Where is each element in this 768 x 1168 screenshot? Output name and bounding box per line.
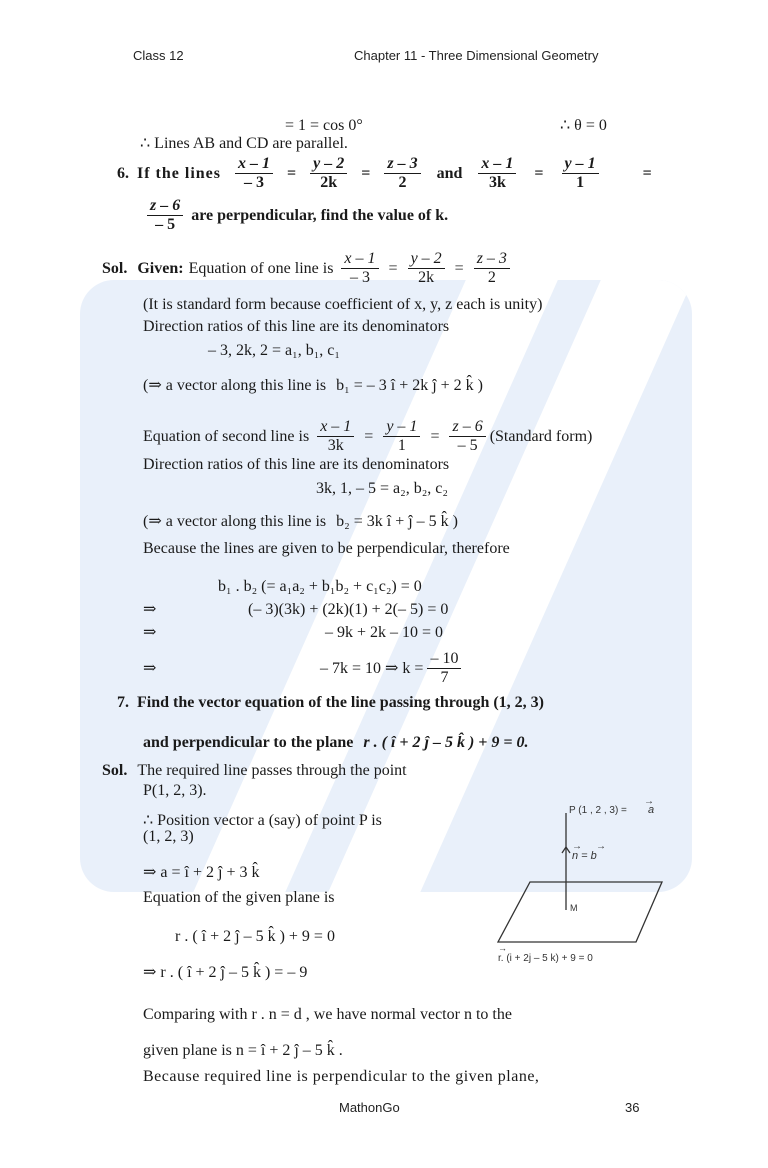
svg-text:a: a bbox=[648, 804, 655, 816]
prev-eq: = 1 = cos 0° bbox=[285, 117, 363, 134]
svg-text:→: → bbox=[498, 943, 507, 953]
implies-arrow: ⇒ bbox=[143, 601, 157, 618]
fraction: $\frac{x - 1}{- 3}$ bbox=[235, 155, 273, 192]
second-line-eq: Equation of second line is $\frac{x - 1}{3k}$ = $\frac{y - 1}{1}$ = $\frac{z - 6}{- 5}$ (Standard form) bbox=[143, 418, 593, 454]
q7-solution-l1: Sol. The required line passes through the point bbox=[102, 762, 407, 779]
svg-text:→: → bbox=[644, 796, 654, 807]
perp-text: Because the lines are given to be perpendicular, therefore bbox=[143, 540, 510, 557]
question-tail: are perpendicular, find the value of k. bbox=[191, 206, 449, 224]
q7-solution-l9: Comparing with r . n = d , we have normal vector n to the bbox=[143, 1006, 512, 1023]
dr-values-1: – 3, 2k, 2 = a₁, b₁, c₁ bbox=[208, 342, 340, 359]
implies-arrow: ⇒ bbox=[143, 624, 157, 641]
q7-solution-l11: Because required line is perpendicular to the given plane, bbox=[143, 1068, 540, 1085]
page-number: 36 bbox=[625, 1100, 640, 1115]
question-7: 7. Find the vector equation of the line passing through (1, 2, 3) bbox=[117, 694, 544, 711]
step-substitute: (– 3)(3k) + (2k)(1) + 2(– 5) = 0 bbox=[248, 601, 449, 618]
dr-values-2: 3k, 1, – 5 = a₂, b₂, c₂ bbox=[316, 480, 448, 497]
point-label: P (1 , 2 , 3) = bbox=[569, 805, 627, 816]
fraction: $\frac{y - 2}{2k}$ bbox=[310, 155, 347, 192]
solution-given: Sol. Given: Equation of one line is $\frac{x - 1}{- 3}$ = $\frac{y - 2}{2k}$ = $\frac{z - 3}{2}$ bbox=[102, 250, 514, 287]
q7-solution-l10: given plane is n = î + 2 ĵ – 5 k̂ . bbox=[143, 1042, 343, 1059]
fraction: $\frac{z - 6}{- 5}$ bbox=[449, 418, 485, 455]
fraction: $\frac{- 10}{7}$ bbox=[427, 650, 461, 687]
step-simplify: – 9k + 2k – 10 = 0 bbox=[325, 624, 444, 641]
q7-solution-l8: ⇒ r . ( î + 2 ĵ – 5 k̂ ) = – 9 bbox=[143, 964, 308, 981]
plane-equation-label: r. (i + 2j – 5 k) + 9 = 0 bbox=[498, 953, 593, 964]
fraction: $\frac{y - 2}{2k}$ bbox=[408, 250, 445, 287]
fraction: $\frac{y - 1}{1}$ bbox=[562, 155, 599, 192]
q7-solution-l4: (1, 2, 3) bbox=[143, 828, 194, 845]
fraction: $\frac{x - 1}{3k}$ bbox=[317, 418, 354, 455]
note: (It is standard form because coefficient of x, y, z each is unity) bbox=[143, 296, 543, 313]
implies-arrow: ⇒ bbox=[143, 660, 157, 677]
and-text: and bbox=[436, 164, 463, 182]
fraction: $\frac{x - 1}{3k}$ bbox=[478, 155, 516, 192]
step-dot-product: b₁ . b₂ (= a₁a₂ + b₁b₂ + c₁c₂) = 0 bbox=[218, 578, 422, 595]
fraction: $\frac{z - 3}{2}$ bbox=[384, 155, 420, 192]
step-result: – 7k = 10 ⇒ k = $\frac{- 10}{7}$ bbox=[320, 650, 465, 687]
class-label: Class 12 bbox=[133, 48, 184, 63]
q7-solution-l3: ∴ Position vector a (say) of point P is bbox=[143, 812, 382, 829]
svg-text:→: → bbox=[572, 841, 582, 852]
question-6: 6. If the lines $\frac{x - 1}{- 3}$ = $\frac{y - 2}{2k}$ = $\frac{z - 3}{2}$ and $\frac{x - 1}{3k}$ = $\frac{y - 1}{1}$ = bbox=[117, 155, 652, 191]
q7-solution-l2: P(1, 2, 3). bbox=[143, 782, 207, 799]
question-6-cont bbox=[143, 197, 448, 234]
fraction: $\frac{z - 3}{2}$ bbox=[474, 250, 510, 287]
plane-normal-diagram bbox=[490, 795, 680, 975]
q7-solution-l7: r . ( î + 2 ĵ – 5 k̂ ) + 9 = 0 bbox=[175, 928, 335, 945]
q7-solution-l6: Equation of the given plane is bbox=[143, 889, 335, 906]
dr-text-2: Direction ratios of this line are its denominators bbox=[143, 456, 450, 473]
chapter-title: Chapter 11 - Three Dimensional Geometry bbox=[354, 48, 599, 63]
prev-conclusion: ∴ Lines AB and CD are parallel. bbox=[140, 135, 348, 152]
svg-text:→: → bbox=[596, 841, 606, 852]
question-number: 6. bbox=[117, 164, 129, 182]
prev-eq-right: ∴ θ = 0 bbox=[560, 117, 607, 134]
fraction: $\frac{z - 6}{- 5}$ bbox=[147, 197, 183, 234]
question-lead: If the lines bbox=[137, 164, 221, 182]
vector-b1: (⇒ a vector along this line is b₁ = – 3 î + 2k ĵ + 2 k̂ ) bbox=[143, 377, 484, 394]
vector-b2: (⇒ a vector along this line is b₂ = 3k î + ĵ – 5 k̂ ) bbox=[143, 513, 458, 530]
normal-label: n = b bbox=[572, 850, 597, 862]
question-7-cont: and perpendicular to the plane r . ( î + 2 ĵ – 5 k̂ ) + 9 = 0. bbox=[143, 734, 529, 751]
footer-brand: MathonGo bbox=[339, 1100, 400, 1115]
fraction: $\frac{x - 1}{- 3}$ bbox=[341, 250, 378, 287]
fraction: $\frac{y - 1}{1}$ bbox=[383, 418, 420, 455]
q7-solution-l5: ⇒ a = î + 2 ĵ + 3 k̂ bbox=[143, 864, 260, 881]
foot-label: M bbox=[570, 903, 578, 913]
dr-text-1: Direction ratios of this line are its denominators bbox=[143, 318, 450, 335]
